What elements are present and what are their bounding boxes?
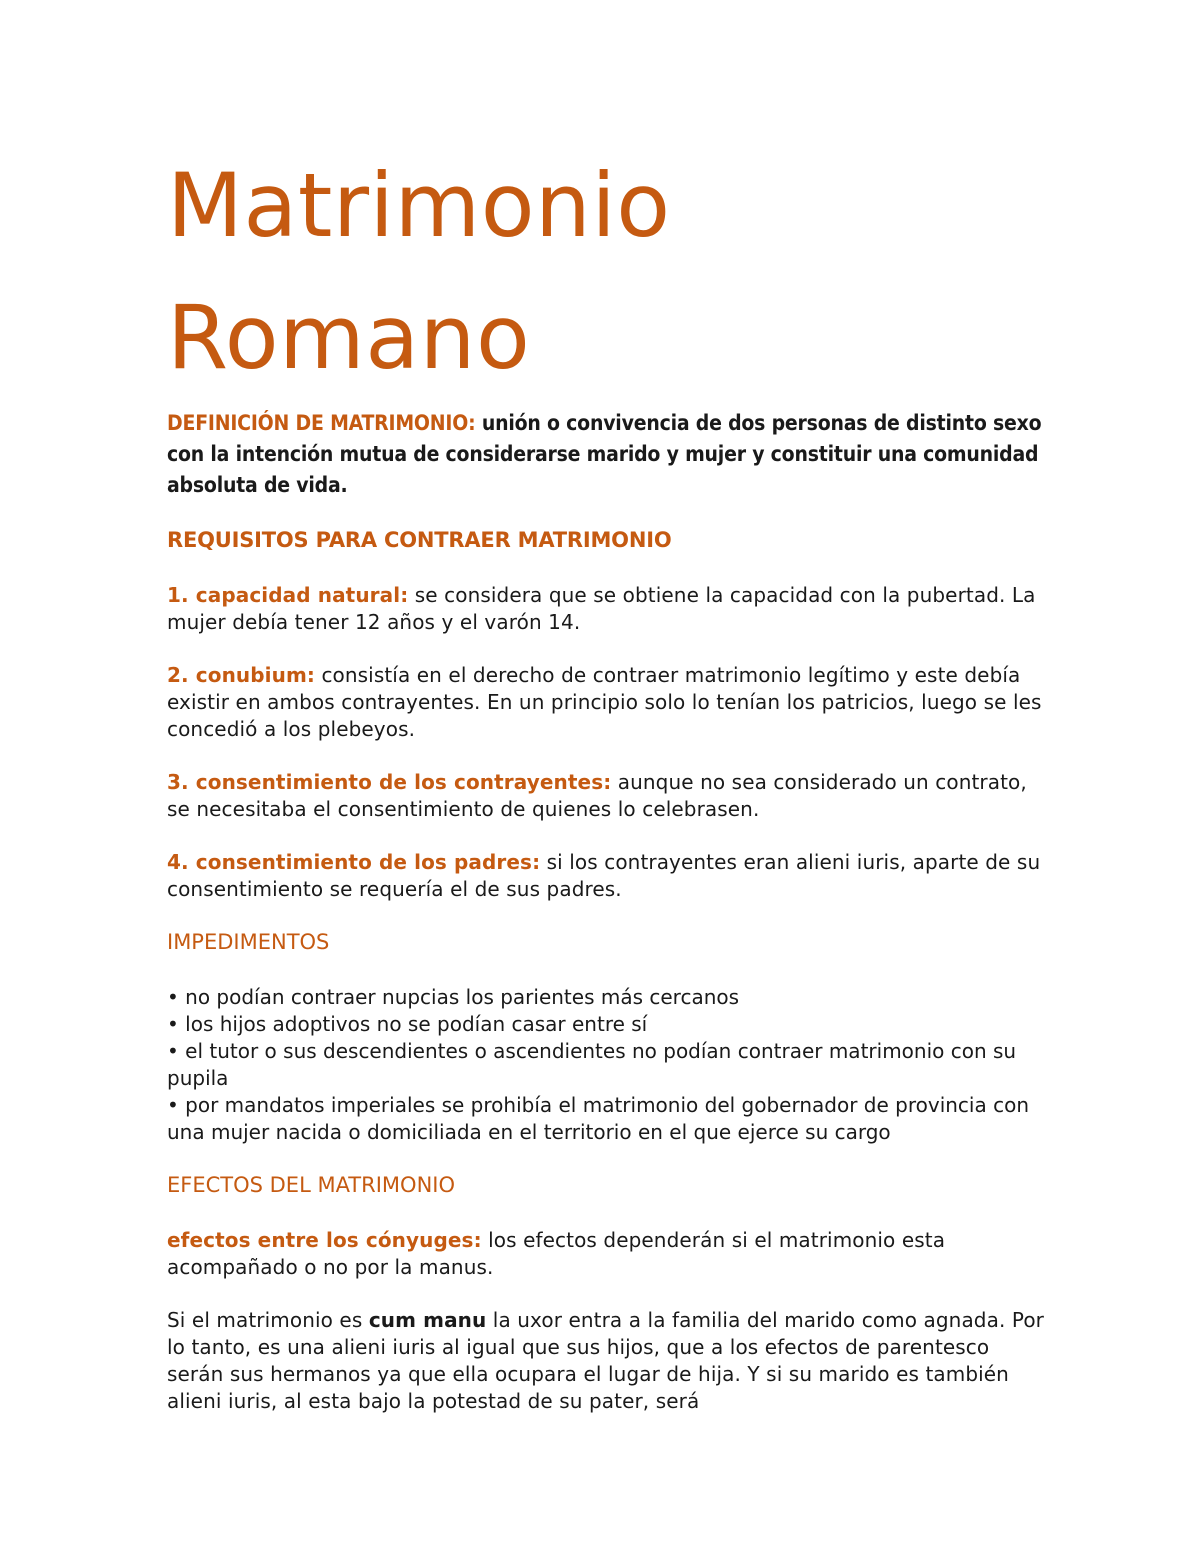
requisito-text: aunque no sea considerado un contrato, se necesitaba el consentimiento de quienes lo celebrasen. (167, 770, 1027, 821)
list-item: • no podían contraer nupcias los parientes más cercanos (167, 984, 1047, 1011)
cum-manu-post: la uxor entra a la familia del marido como agnada. Por lo tanto, es una alieni iuris al igual que sus hijos, que a los efectos de parentesco serán sus hermanos ya que ella ocupara el lugar de hija. Y si su marido es también alieni iuris, al esta bajo la potestad de su pater, será (167, 1308, 1044, 1413)
efectos-heading: EFECTOS DEL MATRIMONIO (167, 1173, 456, 1197)
requisito-text: se considera que se obtiene la capacidad con la pubertad. La mujer debía tener 12 años y el varón 14. (167, 583, 1036, 634)
impedimentos-heading: IMPEDIMENTOS (167, 930, 330, 954)
requisito-item (167, 849, 1047, 903)
document-title (167, 140, 1047, 404)
requisito-label: 1. capacidad natural: (167, 583, 409, 607)
impedimentos-list (167, 984, 1047, 1146)
definition-paragraph (167, 408, 1047, 501)
requisito-item (167, 582, 1047, 636)
efectos-conyuges-paragraph (167, 1227, 1047, 1281)
efectos-conyuges-text: los efectos dependerán si el matrimonio esta acompañado o no por la manus. (167, 1228, 946, 1279)
requisito-text: si los contrayentes eran alieni iuris, aparte de su consentimiento se requería el de sus padres. (167, 850, 1041, 901)
requisito-text: consistía en el derecho de contraer matrimonio legítimo y este debía existir en ambos contrayentes. En un principio solo lo tenían los patricios, luego se les concedió a los plebeyos. (167, 663, 1042, 741)
cum-manu-pre: Si el matrimonio es (167, 1308, 369, 1332)
title-line-2: Romano (167, 286, 531, 389)
requisitos-heading: REQUISITOS PARA CONTRAER MATRIMONIO (167, 528, 672, 552)
efectos-conyuges-label: efectos entre los cónyuges: (167, 1228, 482, 1252)
cum-manu-term: cum manu (368, 1308, 487, 1332)
list-item: • el tutor o sus descendientes o ascendientes no podían contraer matrimonio con su pupila (167, 1038, 1047, 1092)
requisito-label: 2. conubium: (167, 663, 315, 687)
list-item: • por mandatos imperiales se prohibía el matrimonio del gobernador de provincia con una mujer nacida o domiciliada en el territorio en el que ejerce su cargo (167, 1092, 1047, 1146)
title-line-1: Matrimonio (167, 154, 671, 257)
requisito-label: 4. consentimiento de los padres: (167, 850, 541, 874)
definition-label: DEFINICIÓN DE MATRIMONIO: (167, 411, 476, 435)
document-page (167, 140, 1047, 1415)
cum-manu-paragraph (167, 1307, 1047, 1415)
requisito-label: 3. consentimiento de los contrayentes: (167, 770, 612, 794)
definition-text: unión o convivencia de dos personas de distinto sexo con la intención mutua de considerarse marido y mujer y constituir una comunidad absoluta de vida. (167, 411, 1042, 497)
list-item: • los hijos adoptivos no se podían casar entre sí (167, 1011, 1047, 1038)
requisito-item (167, 769, 1047, 823)
requisito-item (167, 662, 1047, 743)
